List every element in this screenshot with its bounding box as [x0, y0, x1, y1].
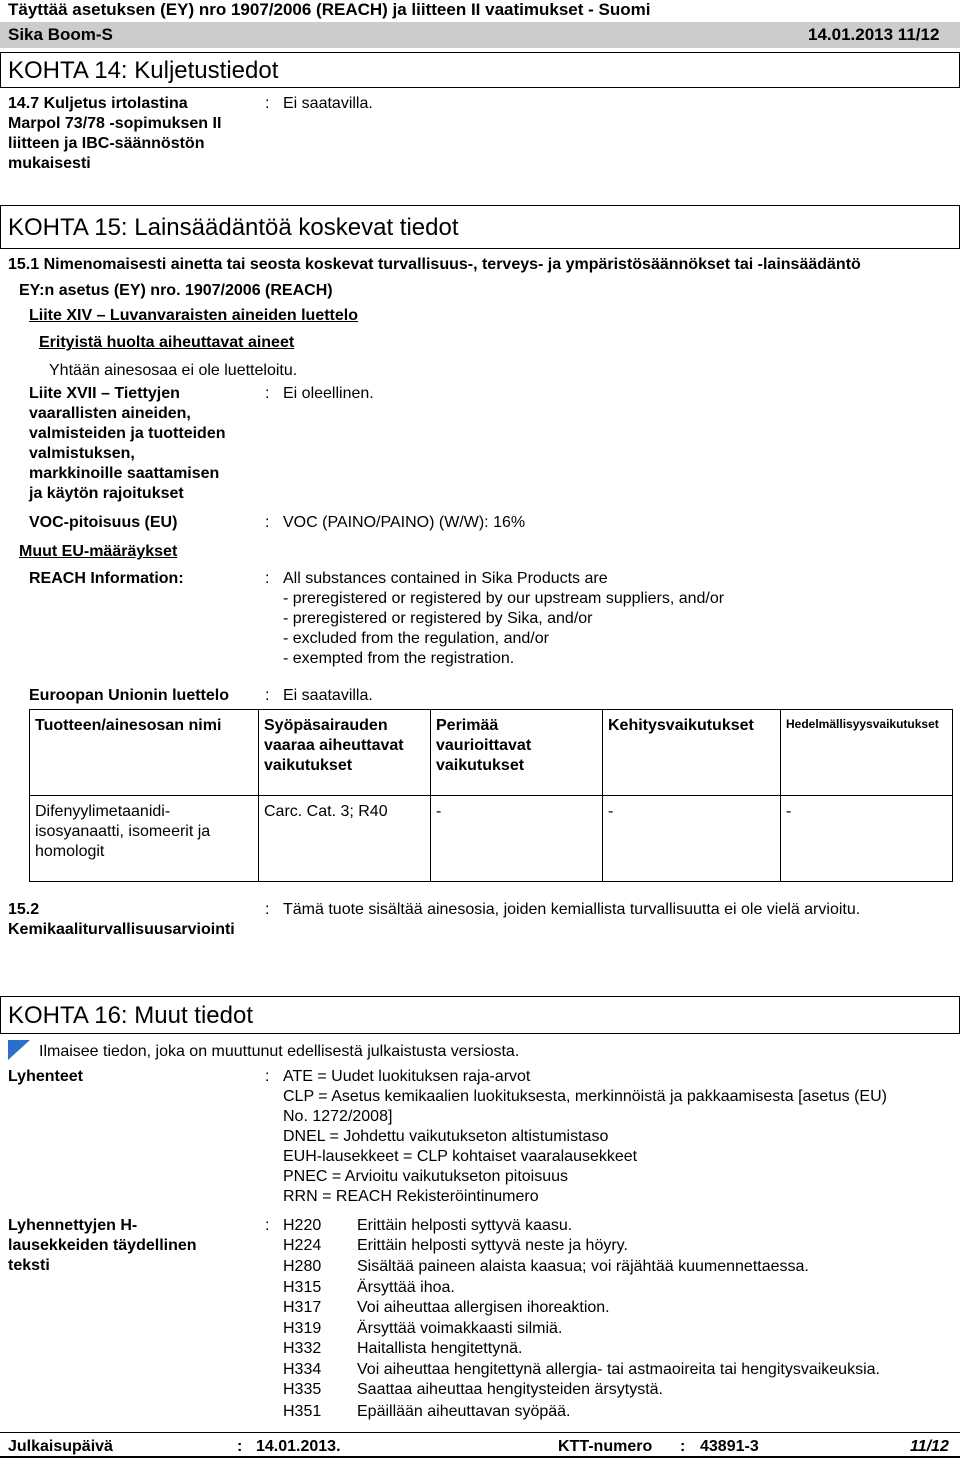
colon: : [265, 95, 270, 112]
annex-17-line-6: ja käytön rajoitukset [29, 485, 184, 502]
section-16-title: KOHTA 16: Muut tiedot [8, 1002, 254, 1029]
footer-pub-label: Julkaisupäivä [8, 1438, 113, 1455]
h-text: Sisältää paineen alaista kaasua; voi räjähtää kuumennettaessa. [357, 1258, 809, 1275]
colon: : [265, 514, 270, 531]
h-statements-label-line-2: lausekkeiden täydellinen [8, 1237, 197, 1254]
annex-17-line-4: valmistuksen, [29, 445, 135, 462]
colon: : [265, 901, 270, 918]
footer-pub-date: 14.01.2013. [256, 1438, 341, 1455]
colon: : [237, 1438, 243, 1455]
reach-line-1: All substances contained in Sika Products are [283, 570, 608, 587]
table-cell: Carc. Cat. 3; R40 [259, 796, 431, 882]
h-code: H319 [283, 1320, 322, 1337]
h-code: H315 [283, 1279, 322, 1296]
eu-regulation: EY:n asetus (EY) nro. 1907/2006 (REACH) [19, 282, 333, 299]
table-cell: Difenyylimetaanidi-isosyanaatti, isomeerit ja homologit [30, 796, 259, 882]
reach-label: REACH Information: [29, 570, 184, 587]
footer-top-rule [0, 1432, 960, 1433]
h-text: Erittäin helposti syttyvä neste ja höyry. [357, 1237, 628, 1254]
table-header-cell: Kehitysvaikutukset [603, 710, 781, 796]
abbr-line: No. 1272/2008] [283, 1108, 393, 1125]
h-code: H351 [283, 1403, 322, 1420]
abbr-line: ATE = Uudet luokituksen raja-arvot [283, 1068, 531, 1085]
footer-page-number: 11/12 [910, 1438, 949, 1455]
h-statements-label-line-3: teksti [8, 1257, 50, 1274]
table-header-cell: Perimää vaurioittavat vaikutukset [431, 710, 603, 796]
eu-list-label: Euroopan Unionin luettelo [29, 687, 229, 704]
header-date-page: 14.01.2013 11/12 [808, 25, 940, 44]
reach-line-2: - preregistered or registered by our upstream suppliers, and/or [283, 590, 725, 607]
h-text: Erittäin helposti syttyvä kaasu. [357, 1217, 573, 1234]
voc-label: VOC-pitoisuus (EU) [29, 514, 178, 531]
reach-line-4: - excluded from the regulation, and/or [283, 630, 549, 647]
sec15-2-value: Tämä tuote sisältää ainesosia, joiden kemiallista turvallisuutta ei ole vielä arvioitu. [283, 901, 861, 918]
h-code: H335 [283, 1381, 322, 1398]
colon: : [680, 1438, 686, 1455]
annex-17-line-5: markkinoille saattamisen [29, 465, 220, 482]
hazard-effects-table [29, 709, 953, 882]
h-text: Ärsyttää ihoa. [357, 1279, 455, 1296]
h-text: Saattaa aiheuttaa hengitysteiden ärsytystä. [357, 1381, 663, 1398]
voc-value: VOC (PAINO/PAINO) (W/W): 16% [283, 514, 526, 531]
colon: : [265, 687, 270, 704]
table-cell: - [431, 796, 603, 882]
table-cell: - [781, 796, 953, 882]
h-code: H334 [283, 1361, 322, 1378]
product-name: Sika Boom-S [8, 25, 113, 44]
colon: : [265, 385, 270, 402]
sec14-label-line-2: Marpol 73/78 -sopimuksen II [8, 115, 222, 132]
sec14-value: Ei saatavilla. [283, 95, 373, 112]
h-code: H280 [283, 1258, 322, 1275]
annex-14: Liite XIV – Luvanvaraisten aineiden luettelo [29, 307, 358, 324]
sec14-label-line-3: liitteen ja IBC-säännöstön [8, 135, 205, 152]
sec15-2-line-2: Kemikaaliturvallisuusarviointi [8, 921, 235, 938]
svhc-note: Yhtään ainesosaa ei ole luetteloitu. [49, 362, 298, 379]
table-cell: - [603, 796, 781, 882]
h-code: H224 [283, 1237, 322, 1254]
sec14-label-line-1: 14.7 Kuljetus irtolastina [8, 95, 188, 112]
h-statements-label-line-1: Lyhennettyjen H- [8, 1217, 138, 1234]
table-header-cell: Tuotteen/ainesosan nimi [30, 710, 259, 796]
abbr-line: EUH-lausekkeet = CLP kohtaiset vaaralausekkeet [283, 1148, 638, 1165]
table-header-cell: Syöpäsairauden vaaraa aiheuttavat vaikutukset [259, 710, 431, 796]
annex-17-line-2: vaarallisten aineiden, [29, 405, 191, 422]
sec15-2-line-1: 15.2 [8, 901, 40, 918]
eu-list-value: Ei saatavilla. [283, 687, 373, 704]
table-header-row [30, 710, 953, 796]
abbr-line: DNEL = Johdettu vaikutukseton altistumistaso [283, 1128, 609, 1145]
abbr-line: CLP = Asetus kemikaalien luokituksesta, merkinnöistä ja pakkaamisesta [asetus (EU) [283, 1088, 887, 1105]
abbr-line: RRN = REACH Rekisteröintinumero [283, 1188, 539, 1205]
footer-ktt-label: KTT-numero [558, 1438, 653, 1455]
colon: : [265, 1068, 270, 1085]
annex-17-line-3: valmisteiden ja tuotteiden [29, 425, 226, 442]
h-text: Epäillään aiheuttavan syöpää. [357, 1403, 571, 1420]
other-eu-regulations: Muut EU-määräykset [19, 543, 178, 560]
footer-ktt-number: 43891-3 [700, 1438, 759, 1455]
annex-17-value: Ei oleellinen. [283, 385, 374, 402]
section-15-title: KOHTA 15: Lainsäädäntöä koskevat tiedot [8, 214, 459, 241]
h-text: Ärsyttää voimakkaasti silmiä. [357, 1320, 563, 1337]
change-note: Ilmaisee tiedon, joka on muuttunut edellisestä julkaistusta versiosta. [39, 1043, 520, 1060]
svhc-heading: Erityistä huolta aiheuttavat aineet [39, 334, 295, 351]
table-header-cell: Hedelmällisyysvaikutukset [781, 710, 953, 796]
h-code: H220 [283, 1217, 322, 1234]
h-code: H332 [283, 1340, 322, 1357]
reach-line-3: - preregistered or registered by Sika, and/or [283, 610, 593, 627]
section-14-title: KOHTA 14: Kuljetustiedot [8, 57, 279, 84]
h-text: Voi aiheuttaa hengitettynä allergia- tai astmaoireita tai hengitysvaikeuksia. [357, 1361, 880, 1378]
reach-line-5: - exempted from the registration. [283, 650, 515, 667]
h-text: Voi aiheuttaa allergisen ihoreaktion. [357, 1299, 610, 1316]
change-marker-icon [8, 1040, 30, 1060]
table-row [30, 796, 953, 882]
colon: : [265, 570, 270, 587]
abbreviations-label: Lyhenteet [8, 1068, 83, 1085]
annex-17-line-1: Liite XVII – Tiettyjen [29, 385, 180, 402]
h-text: Haitallista hengitettynä. [357, 1340, 523, 1357]
abbr-line: PNEC = Arvioitu vaikutukseton pitoisuus [283, 1168, 569, 1185]
footer-rule [0, 1456, 960, 1458]
h-code: H317 [283, 1299, 322, 1316]
sec15-subsection-1: 15.1 Nimenomaisesti ainetta tai seosta koskevat turvallisuus-, terveys- ja ympäristösäännökset tai -lainsäädäntö [8, 256, 861, 273]
colon: : [265, 1217, 270, 1234]
document-title: Täyttää asetuksen (EY) nro 1907/2006 (REACH) ja liitteen II vaatimukset - Suomi [8, 0, 651, 19]
sec14-label-line-4: mukaisesti [8, 155, 91, 172]
